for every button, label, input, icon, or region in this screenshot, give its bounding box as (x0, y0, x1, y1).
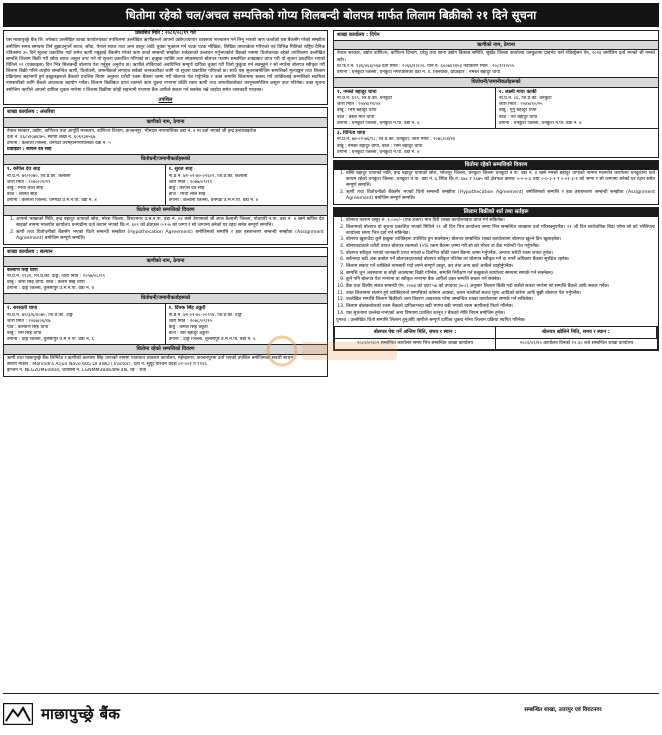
guarantor-line: बाबु : राम सिंह थापा (7, 331, 42, 337)
guarantor-line: बाबु : भिम बहादुर थापा (337, 108, 377, 114)
banner-title: धितोमा रहेको चल/अचल सम्पत्तिको गोप्य शिलबन्दी बोलपत्र मार्फत लिलाम बिक्रीको २१ दिने सूचना (3, 3, 659, 27)
term-item: 5. बोलपत्र स्वीकृत भएको जानकारी प्राप्त भएको ७ दिनभित्र बाँकी रकम बैंकमा जम्मा गर्नुपर्नेछ, अन्यथा धरौटी रकम जफत हुनेछ। (346, 251, 655, 257)
guarantor-heading: धितोधनी/जमानीकर्ताहरूको (4, 293, 327, 304)
guarantor-line: ना.प्र.नं. ७१-०१-७०-०२६०९, जि.प्र.का. कैलाली (168, 173, 248, 179)
guarantor-line: बाजे : बीर बहादुर ठकुरी (168, 331, 209, 337)
asset-box (333, 160, 659, 205)
guarantor-name: १. सरस्वती थापा (7, 305, 38, 312)
asset-item: 1. बस्ति बहादुर थापाको नाति, इन्द्र बहादुर थापाको छोरा, भोजपुर जिल्ला, धनकुटा जिल्ला धनकुटा न.पा. वडा नं. ४ बस्ने नमस्ते बहादुर थापाको नाममा मालपोत कार्यालय धनकुटामा दर्ता कायम रहेको धनकुटा जिल्ला, धनकुटा न.पा. वडा नं. ६ स्थित कि.नं. ६७८ र ९६७५ को क्षेत्रफल क्रमशः ०-५-०-६ तथा ०-०-३-१ र ०-०१-३-१ को जग्गा र सो जग्गामा बनेको घर टहरा समेत सम्पूर्ण सम्पत्ति। (346, 171, 655, 189)
borrower-line: ठेगाना : धनकुटा जिल्ला, धनकुटा नगरपालिका वडा नं. ४, तिलचोक, प्रोप्राइटर : नमस्ते बहादुर थापा (337, 69, 501, 75)
guarantor-line: ना.प्र.नं. ६९९, जि.प्र.का. धनकुटा (337, 96, 393, 102)
asset-heading: धितोमा रहेको सम्पत्तिको विवरण (4, 344, 327, 355)
branch-label: शाखा कार्यालय : दिपेन (337, 32, 380, 38)
asset-heading: धितोमा रहेको सम्पत्तिको विवरण (334, 161, 658, 170)
intro-box (3, 30, 328, 105)
third-guarantor (334, 128, 658, 157)
guarantor-line: बाबु : मिथी लाल साह (7, 185, 44, 191)
borrower-text: नेपाल सरकार, उद्योग वाणिज्य, वाणिज्य विभाग, घरेलु तथा साना उद्योग विकास समिति, सुर्खेत जिल्ला कार्यालय धनकुटामा प्राइभेट फर्म रजिस्ट्रेसन ऐन, २०१४ बमोजिम दर्ता भएको श्री नमस्ते स्टोर। (337, 51, 655, 63)
guarantor-line: ना.प्र.नं. ७१-०१-७८-००९९४, जि.प्र.का. दाङ्ग (168, 312, 242, 318)
watermark-logo-icon (262, 332, 402, 370)
guarantor-line: जारी मिति : २०४४/११/०४ (337, 102, 381, 108)
borrower-line: ठेगाना : दाङ्ग जिल्ला, तुलसीपुर उ.म.न.पा. वडा नं. ४ (7, 286, 94, 292)
asset-list (4, 216, 327, 244)
guarantor-name: १. कपिल देव साह (7, 166, 41, 172)
guarantor-line: जारी मिति : २०७८/०९/१५ (168, 318, 213, 324)
borrower-line: ठेगाना : कैलाली जिल्ला, धनगढी उपमहानगरपालिका वडा नं. ५ (7, 141, 111, 147)
borrower-heading: ऋणीको नाम, ठेगाना (4, 256, 327, 267)
borrower-text: कल्याण सिंह थापा (7, 267, 38, 273)
guarantor-line: जारी मिति : २०७०/०२/१९ (7, 179, 51, 185)
term-item: 8. सम्पत्ति जुन अवस्थामा छ सोही अवस्थामा बिक्री गरिनेछ, सम्पत्ति निरीक्षण गर्न इच्छुकले कार्यालय समयमा सम्पर्क गर्न सक्नेछन्। (346, 271, 655, 277)
guarantor-line: ठेगाना : कैलाली जिल्ला, धनगढी उ.म.न.पा. वडा नं. ४ (7, 198, 97, 204)
bid-open-heading: बोलपत्र खोलिने मिति, समय र स्थान : (496, 327, 657, 339)
borrower-line: प्रा.फ.र.नं. १३६/०६६/०६७ दर्ता मिति : २०६६/१२/०२, पान नं. ६००७६९४५३ नवीकरण मिति : २०८१/१२/०५ (337, 63, 515, 69)
borrower-line: बाबु : जोरी सिंह थापा, बाजे : कलम सिंह थापा (7, 280, 85, 286)
guarantor-line: बाबु : नमस्ते बहादुर थापा, बाजे : भिम बहादुर थापा (337, 143, 423, 149)
guarantor-grid (4, 165, 327, 205)
guarantor-line: बाबु : कमल सिंह ठकुरी (168, 324, 208, 330)
term-item: 6. सबैभन्दा बढी अंक कबोल गर्ने बोलपत्रदातालाई बोलपत्र स्वीकृत गरिनेछ तर बोलपत्र स्वीकृत गर्ने वा नगर्ने अधिकार बैंकमा सुरक्षित रहनेछ। (346, 257, 655, 263)
guarantor-line: ठेगाना : कैलाली जिल्ला, धनगढी उ.म.न.पा. वडा नं. ४ (168, 198, 259, 204)
asset-list (334, 170, 658, 204)
branch-label: शाखा कार्यालय : अत्तरिया (7, 109, 55, 116)
guarantor-name: २. सुरज साह (168, 166, 193, 172)
guarantor-name: २. लक्ष्मी माया कार्की (499, 88, 537, 95)
borrower-line: प्रोप्राइटर : कपिल देव साह (7, 147, 52, 153)
asset-line: इन्जिन नं. NLG2UME0004, च्यासिस नं. LGNMM38464MF4N, रङ : रातो (7, 368, 147, 374)
right-column (333, 30, 659, 353)
guarantor-line: ना.प्र.नं. ७२/२०७०, जि.प्र.का. कैलाली (7, 173, 71, 179)
footer-divider (3, 693, 659, 694)
borrower-heading: ऋणीको नाम, ठेगाना (334, 40, 658, 51)
bid-open-text: २०८१/०९/१० कार्यालय दिनको १२:३० बजे सम्बन्धित शाखा कार्यालय (519, 340, 634, 346)
borrower-details (4, 128, 327, 155)
borrower-heading: ऋणीको नाम, ठेगाना (4, 117, 327, 128)
publication-date: प्रकाशित मिति : २०८१/०८/१९ गते (135, 31, 196, 36)
asset-paragraph: ऋणी तथा माछापुच्छ्रे बैंक लिमिटेड र ऋणीको कल्याण सिंह थापाको नाममा यातायात व्यवस्था कार्यालय, महेन्द्रनगर, कञ्चनपुरमा दर्ता भएको तपशिल बमोजिमको सवारी साधन (7, 356, 293, 362)
term-item: 4. बोलपत्रदाताले धरौटी बापत बोलपत्र रकमको १०% रकम बैंकमा जम्मा गरी सो को भौचर वा बैंक ग्यारेन्टी पेश गर्नुपर्नेछ। (346, 244, 655, 250)
bank-name: माछापुच्छ्रे बैंक (41, 704, 121, 723)
borrower-details (4, 267, 327, 294)
guarantor-line: ना.प्र.नं. ८६, जि.प्र.का. धनकुटा (499, 96, 552, 102)
guarantor-heading: धितोधनी/जमानीकर्ताहरूको (4, 154, 327, 165)
guarantor-line: बाजे : नेत्र बहादुर थापा (499, 114, 538, 120)
footer-branch-note: सम्बन्धित शाखा, उत्तरपुर एवं विराटनगर (524, 707, 602, 713)
guarantor-name: २. दिपक सिंह ठकुरी (168, 305, 206, 312)
guarantor-card (4, 165, 166, 205)
term-item: 14. यस सूचनामा उल्लेख नभएको अन्य विषयमा प्रचलित कानून र बैंकको नीति नियम बमोजिम हुनेछ। (346, 311, 655, 317)
bank-footer (3, 696, 313, 732)
guarantor-line: ना.प्र.नं. ७२/३/६/४०७०, जि.प्र.का. दाङ्ग (7, 312, 73, 318)
guarantor-heading: धितोधनी/जमानीकर्ताहरूको (334, 77, 658, 88)
borrower-line: दर्ता नं. ६६८४/०७४/७५, स्थायी लेखा नं. ६०६२३४५६७ (7, 134, 96, 140)
branch-label: शाखा कार्यालय : सल्यान (7, 248, 53, 255)
mountain-logo-icon (3, 703, 33, 725)
borrower-line: ना.प्र.नं. ९९३१, जि.प्र.का. दाङ्ग, जारी मिति : २०५७/०८/२९ (7, 274, 105, 280)
guarantor-line: बाजे : ललित साह (7, 191, 37, 197)
guarantor-card (496, 88, 658, 128)
term-item: 11. उक्त लिलाममा संलग्न हुने व्यक्तिहरूले सम्पत्तिको वर्तमान अवस्था, चलन चल्तीको बजार मूल्य आदिको बारेमा आफैं बुझी बोलपत्र पेश गर्नुपर्नेछ। (346, 291, 655, 297)
branch-section-dipen (333, 30, 659, 158)
terms-heading: लिलाम बिक्रीको शर्त तथा सर्तहरू (334, 208, 658, 217)
term-item: 12. उल्लेखित सम्पत्ति लिलाम बिक्रीको अन्य विवरण आवश्यक परेमा सम्बन्धित शाखा कार्यालयमा सम्पर्क गर्न सकिनेछ। (346, 297, 655, 303)
guarantor-line: बाजे : बस्ती मान थापा (337, 114, 375, 120)
asset-item: 2. ऋणी तथा धितोधनीको बैंकसँग भएको धितो सम्बन्धी सम्झौता (Hypothecation Agreement) बमोजिमको सम्पत्ति र हक हस्तान्तरण सम्बन्धी सम्झौता (Assignment Agreement) बमोजिम सम्पूर्ण सम्पत्ति। (346, 190, 655, 202)
guarantor-line: ना.प्र.नं. ७७-०१-७६/१८, जि.प्र.का. धनकुटा, जारी मिति : २०७८/०४/२४ (337, 137, 456, 143)
guarantor-line: ठेगाना : धनकुटा जिल्ला, धनकुटा न.पा. वडा नं. ४ (499, 120, 582, 126)
guarantor-line: जारी मिति : २०७७/०९/१९ (168, 179, 213, 185)
term-item: 9. कुनै पनि बोलपत्र पेश नभएमा वा स्वीकृत नभएमा बैंक आफैंले उक्त सम्पत्ति सकार गर्न सक्नेछ। (346, 277, 655, 283)
guarantor-line: ठेगाना : दाङ्ग जिल्ला, तुलसीपुर उ.म.न.पा. वडा नं. ६ (7, 337, 94, 343)
bid-submit-text: २०८१/०९/०९ सम्बन्धित कार्यालय समय भित्र सम्बन्धित शाखा कार्यालय (335, 339, 496, 349)
guarantor-line: ठेगाना : धनकुटा जिल्ला, धनकुटा न.पा. वडा नं. ६ (337, 120, 420, 126)
guarantor-line: बाबु : कपिल देव साह (168, 185, 205, 191)
asset-heading: धितोमा रहेको सम्पत्तिको विवरण (4, 205, 327, 216)
closing-note: पुनश्च : उल्लेखित धितो सम्पत्ति लिलाम हुनुअघि ऋणीले सम्पूर्ण दायित्व चुक्ता गरेमा लिलाम प्रक्रिया स्थगित गरिनेछ। (336, 318, 526, 324)
bid-submit-heading: बोलपत्र पेश गर्ने अन्तिम मिति, समय र स्थान : (335, 327, 496, 339)
term-item: 3. बोलपत्र खुलाउँदा कुनै इच्छुक व्यक्तिहरू उपस्थित हुन सक्नेछन्। बोलपत्र सम्बन्धित शाखा कार्यालयमा बोलपत्र खुल्ने दिन खुलाइनेछ। (346, 237, 655, 243)
asset-line: सवारी मोडेल : Mahindra Arjun Novo 605 DI 4WD (Tractor), दर्ता नं. सुदूर पश्चिम प्रदेश ०२-००१ त ११२६ (7, 362, 207, 368)
terms-list (334, 217, 658, 318)
guarantor-card (334, 88, 496, 128)
guarantor-line: ठेगाना : दाङ्ग जिल्ला, तुलसीपुर उ.म.न.पा. वडा नं. ६ (168, 337, 256, 343)
guarantor-line: जारी मिति : २०६७/०६/१७ (7, 318, 51, 324)
guarantor-line: जारी मिति : २०४४/१०/२५ (499, 102, 543, 108)
term-item: 7. लिलाम सकार गर्ने व्यक्तिले नामसारी गर्दा लाग्ने सम्पूर्ण दस्तुर, कर तथा अन्य खर्च आफैंले व्यहोर्नुपर्नेछ। (346, 264, 655, 270)
branch-section-attariya (3, 107, 328, 244)
guarantor-card (4, 304, 166, 344)
guarantor-card (166, 165, 328, 205)
term-item: 1. बोलपत्र फाराम दस्तुर रु. १,०००/- (एक हजार) मात्र तिरी शाखा कार्यालयबाट प्राप्त गर्न सकिनेछ। (346, 218, 655, 224)
guarantor-line: बाजे : मिथी लाल साह (168, 191, 206, 197)
guarantor-line: ठेगाना : धनकुटा जिल्ला, धनकुटा न.पा. वडा नं. ४ (337, 149, 420, 155)
guarantor-line: पति : कल्याण सिंह थापा (7, 324, 49, 330)
intro-paragraph: यस माछापुच्छ्रे बैंक लि. तर्फबाट उल्लेखित शाखा कार्यालयबाट तपशिलमा उल्लेखित ऋणीहरूले आफ्नो उद्योग/व्यापार व्यवसाय सञ्चालन गर्न लिनु भएको ऋण कर्जाको यस बैंकसँग गरेको सम्झौता बमोजिम समय समयमा तिर्न बुझाउनुपर्ने ब्याज, साँवा, पेनाल ब्याज तथा अन्य दस्तुर आदि चुक्ता भुक्तान गर्न पटक पटक मौखिक, लिखित तारताकेता गरिएको एवं विभिन्न मितिको राष्ट्रिय दैनिक पत्रिकामा ३५ दिने सूचना प्रकाशित गर्दा समेत ऋणी नबुझाई बैंकसँग गरेको ऋण कर्जा सम्बन्धी सम्झौता शर्तहरूको उल्लंघन गर्नुभएकोले बैंकको नाममा धितोबन्धक रहेको तपशिलमा उल्लेखित सम्पत्ति लिलाम बिक्री गरी साँवा ब्याज असुल उपर गर्न यो सूचना प्रकाशित गरिएको छ। इच्छुक व्यक्ति तथा संघसंस्थाले बोलपत्र फाराम सम्बन्धित शाखाबाट प्राप्त गरी यो सूचना प्रकाशित भएको मितिले २१ (एक्काइस) दिन भित्र सिलबन्दी बोलपत्र पेश गर्नुहुन अनुरोध छ। ऋणीले तोकिएको अवधिभित्र सम्पूर्ण दायित्व चुक्ता गरी धितो फुकुवा गर्न सक्नुहुने र सो नगरेमा बोलपत्र स्वीकृत गरी लिलाम बिक्री गरिने व्यहोरा सम्बन्धित ऋणी, धितोधनी, जमानीकर्ता लगायत सबैको जानकारीका लागि यो सूचना प्रकाशित गरिएको छ। साथै यस सूचनाबमोजिम सम्पत्तिको मूल्याङ्कन तथा लिलाम प्रक्रियामा सहभागी हुने इच्छुकहरूले बैंकको प्रचलित नियम अनुसार धरौटी रकम बैंकमा जम्मा गरी बोलपत्र पेश गर्नुपर्नेछ र उक्त सम्पत्ति लिलाममा सकार गर्ने व्यक्तिलाई सम्पत्तिको स्वामित्व नामसारीको लागि बैंकले आवश्यक सहयोग गर्नेछ। लिलाम बिक्रीबाट प्राप्त रकमले ऋण चुक्ता नभएमा बाँकी रकम ऋणी तथा जमानीकर्ताबाट कानूनबमोजिम असुल उपर गरिनेछ। उक्त सूचना बमोजिम ऋणीले आफ्नो दायित्व चुक्ता नगरेमा र लिलाम बिक्रीमा कोही सहभागी नभएमा बैंक आफैंले सकार गर्न सक्नेछ भन्ने व्यहोरा समेत जानकारी गराइन्छ। (6, 38, 325, 93)
borrower-text: नेपाल सरकार, उद्योग, वाणिज्य तथा आपूर्ति मन्त्रालय, वाणिज्य विभाग, कञ्चनपुर, भीमदत्त नगरपालिका वडा नं. ४ मा दर्ता भएको श्री इन्द्र इन्टरप्राइजेज (7, 128, 257, 134)
asset-item: 2. ऋणी तथा धितोधनीको बैंकसँग भएको धितो सम्बन्धी सम्झौता (Hypothecation Agreement) बमोजिमको सम्पत्ति र हक हस्तान्तरण सम्बन्धी सम्झौता (Assignment Agreement) बमोजिम सम्पूर्ण सम्पत्ति। (16, 230, 324, 242)
guarantor-name: १. नमस्ते बहादुर थापा (337, 88, 377, 95)
term-item: 2. लिलामको बोलपत्र यो सूचना प्रकाशित भएको मितिले २१ औं दिन भित्र कार्यालय समय भित्र सम्बन्धित शाखामा दर्ता गरिसक्नुपर्नेछ। २१ औं दिन सार्वजनिक बिदा परेमा सो को भोलिपल्ट कार्यालय समय भित्र दर्ता गर्न सकिनेछ। (346, 225, 655, 237)
borrower-details (334, 50, 658, 77)
guarantor-grid (334, 88, 658, 128)
guarantor-line: बाबु : गुगु बहादुर थापा (499, 108, 537, 114)
guarantor-name: ३. विनिता थापा (337, 129, 366, 136)
term-item: 10. बैंक तथा वित्तीय संस्था सम्बन्धी ऐन, २०७३ को दफा ५७ को उपदफा (७-८) अनुसार लिलाम बिक्री गर्दा कसैले सकार नगरेमा सो सम्पत्ति बैंकले आफैं सकार गर्नेछ। (346, 284, 655, 290)
terms-box (333, 207, 659, 351)
left-column (3, 30, 328, 379)
term-item: 13. लिलाम बोलकबोलको रकम बैंकको दायित्वभन्दा बढी भएमा बढी भएको रकम ऋणीलाई फिर्ता गरिनेछ। (346, 304, 655, 310)
tapashil-label: तपशिल (158, 96, 173, 103)
asset-item: 1. आफ्नो भाखाको मिति, इन्द्र बहादुर थापाको छोरा, मोरङ जिल्ला, विराटनगर उ.म.न.पा. वडा नं. १४ बस्ने ठेगानाको श्री लाल कैलाली जिल्ला, गोदावरी न.पा. वडा नं. ४ बस्ने कपिल देव साहको नाममा मालपोत कार्यालय धनगढीमा दर्ता कायम भएको कि.नं. ६०९ को क्षेत्रफल ०-१-७ को जग्गा र सो जग्गामा बनेको घर टहरा समेत सम्पूर्ण सम्पत्ति। (16, 217, 324, 229)
